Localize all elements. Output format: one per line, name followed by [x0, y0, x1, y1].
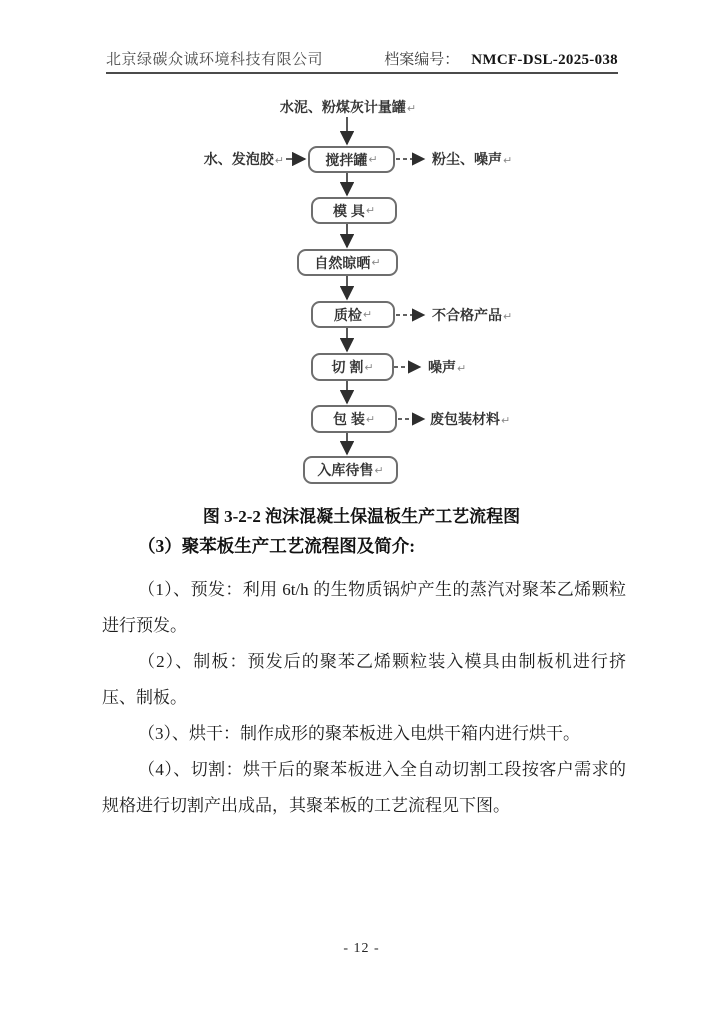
box-label: 模 具	[332, 202, 365, 219]
emission-text: 废包装材料	[430, 411, 500, 427]
flowchart-box-mould	[311, 197, 397, 224]
paragraph-return-mark: ↵	[406, 103, 417, 115]
paragraph-drying: （3）、烘干：制作成形的聚苯板进入电烘干箱内进行烘干。	[138, 724, 580, 743]
emission-label-noise	[428, 357, 466, 377]
box-label: 入库待售	[317, 462, 374, 478]
paragraph-return-mark: ↵	[503, 155, 513, 167]
dashed-emission-arrows	[394, 159, 424, 419]
box-label: 质检	[333, 306, 362, 323]
emission-label-waste-packaging	[430, 409, 510, 429]
paragraph-return-mark: ↵	[274, 155, 284, 167]
flowchart-box-natural-drying	[297, 249, 398, 276]
water-foam-text: 水、发泡胶	[203, 151, 274, 167]
flowchart-box-warehouse-sale	[303, 456, 398, 484]
paragraph-return-mark: ↵	[365, 413, 376, 426]
paragraph-return-mark: ↵	[501, 415, 511, 427]
box-label: 切 割	[331, 359, 364, 375]
emission-text: 噪声	[428, 359, 456, 375]
box-label: 包 装	[332, 411, 365, 427]
box-label: 自然晾晒	[314, 254, 371, 271]
process-flowchart	[0, 95, 723, 495]
paragraph-return-mark: ↵	[368, 154, 378, 166]
emission-label-rejects	[432, 305, 512, 325]
raw-material-text: 水泥、粉煤灰计量罐	[279, 99, 406, 115]
emission-text: 粉尘、噪声	[432, 151, 502, 167]
company-name: 北京绿碳众诚环境科技有限公司	[106, 52, 324, 68]
archive-number-label: 档案编号：	[384, 52, 460, 68]
flowchart-box-mixing-tank	[308, 146, 395, 173]
emission-text: 不合格产品	[432, 307, 502, 323]
paragraph-return-mark: ↵	[365, 205, 376, 217]
flowchart-box-packaging	[311, 405, 397, 433]
water-foam-input-label	[180, 149, 284, 169]
paragraph-return-mark: ↵	[362, 309, 373, 321]
paragraph-return-mark: ↵	[364, 361, 374, 374]
raw-material-label	[248, 97, 448, 117]
paragraph-board-making: （2）、制板：预发后的聚苯乙烯颗粒装入模具由制板机进行挤压、制板。	[102, 652, 626, 707]
figure-caption: 图 3-2-2 泡沫混凝土保温板生产工艺流程图	[202, 507, 521, 526]
archive-number-value: NMCF-DSL-2025-038	[471, 52, 618, 68]
paragraph-return-mark: ↵	[374, 464, 384, 477]
archive-number-group	[384, 48, 618, 69]
body-text	[102, 572, 626, 824]
paragraph-return-mark: ↵	[371, 257, 381, 269]
flowchart-box-quality-check	[311, 301, 395, 328]
flowchart-box-cutting	[311, 353, 394, 381]
paragraph-return-mark: ↵	[503, 311, 513, 323]
emission-label-dust-noise	[432, 149, 512, 169]
box-label: 搅拌罐	[325, 151, 368, 168]
section-heading: （3）聚苯板生产工艺流程图及简介:	[138, 536, 416, 556]
paragraph-cutting: （4）、切割：烘干后的聚苯板进入全自动切割工段按客户需求的规格进行切割产出成品，其聚苯板的工艺流程见下图。	[102, 760, 626, 815]
page-header	[106, 40, 618, 74]
paragraph-prefoaming: （1）、预发：利用 6t/h 的生物质锅炉产生的蒸汽对聚苯乙烯颗粒进行预发。	[102, 580, 626, 635]
paragraph-return-mark: ↵	[457, 363, 467, 375]
page-number: - 12 -	[343, 941, 380, 956]
